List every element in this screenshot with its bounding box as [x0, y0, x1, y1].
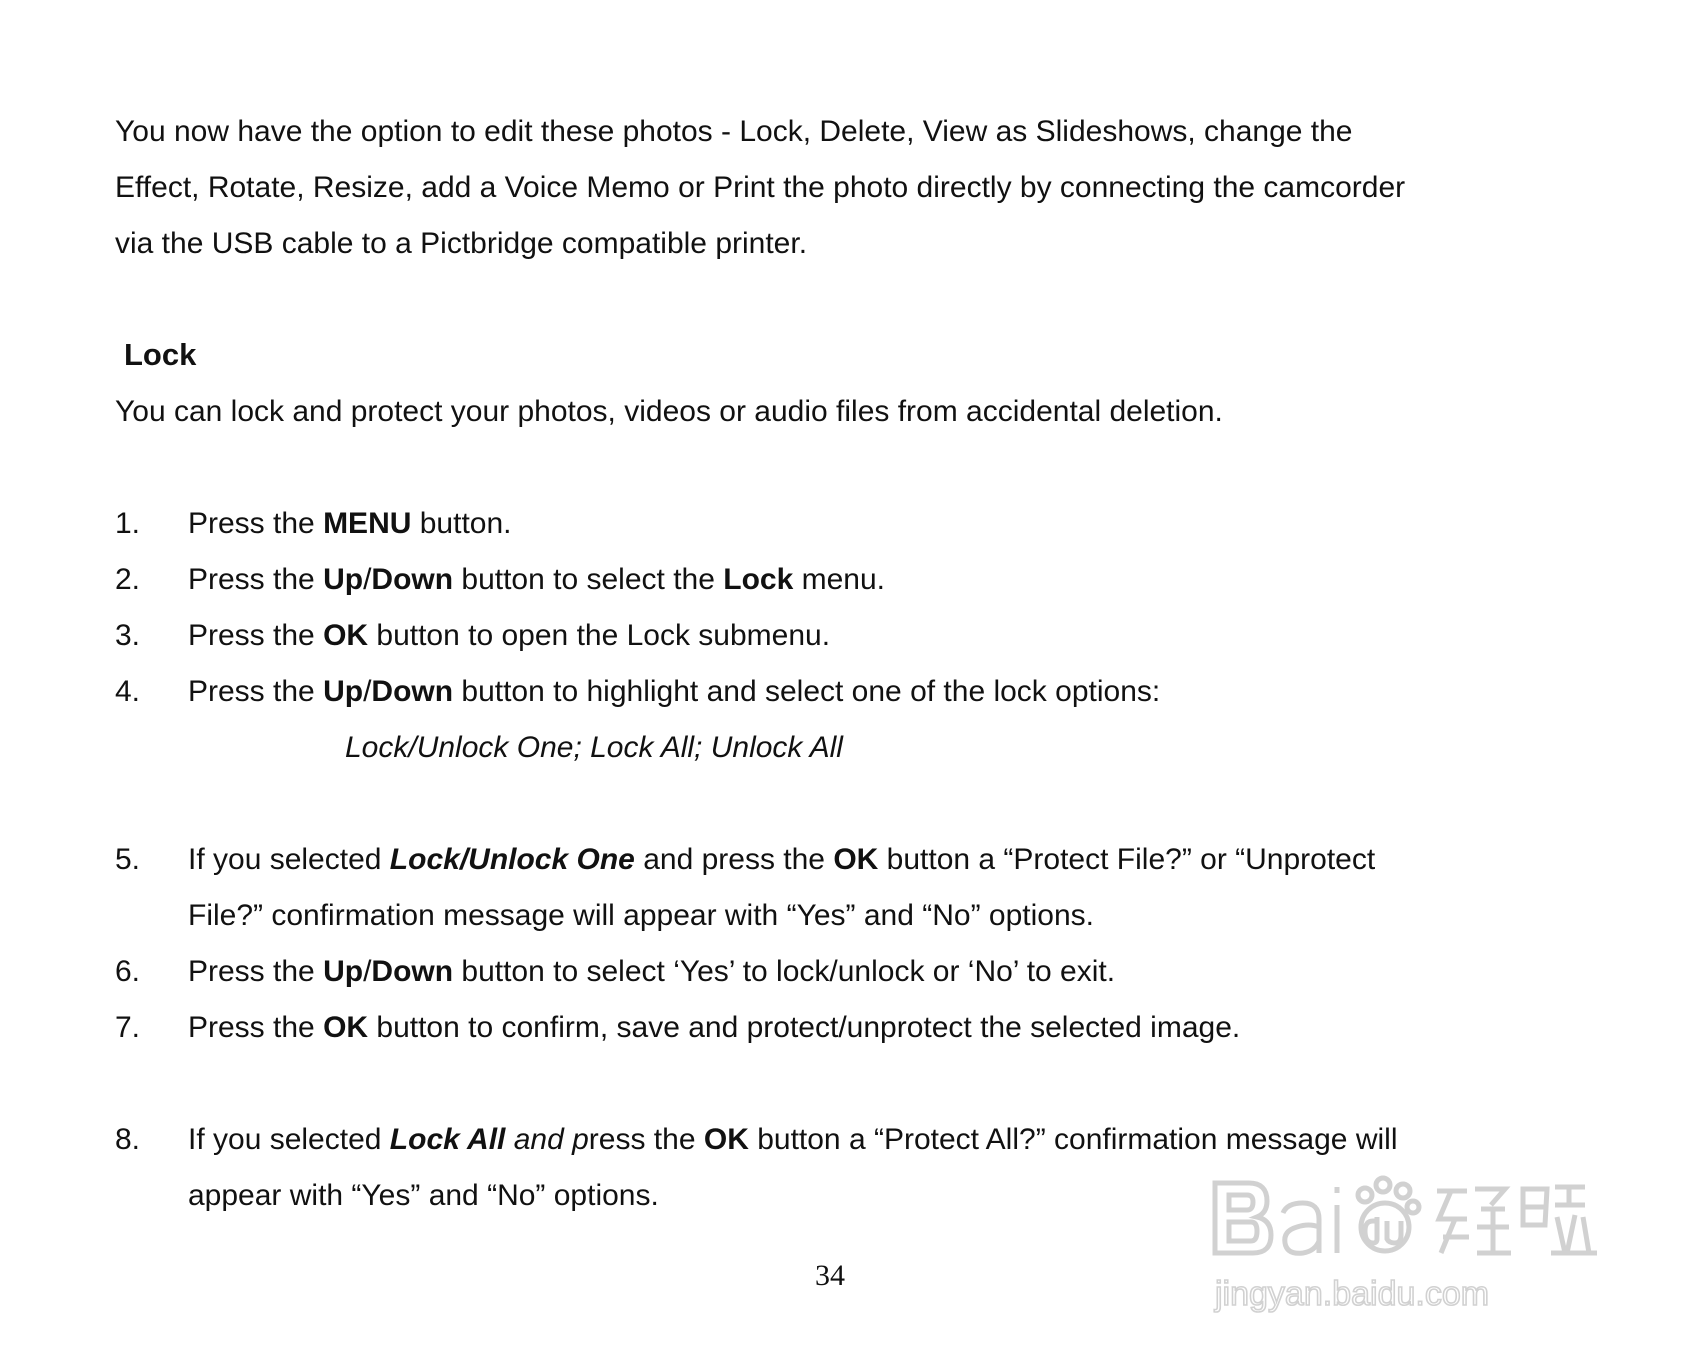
lock-options: Lock/Unlock One; Lock All; Unlock All [345, 731, 843, 764]
step-number: 3. [115, 619, 141, 652]
page-number: 34 [815, 1259, 845, 1292]
step-number: 5. [115, 843, 141, 876]
step-8-text: If you selected Lock All and press the OK button a “Protect All?” confirmation message will [188, 1123, 1398, 1156]
baidu-watermark-logo [1205, 1165, 1625, 1315]
step-5-text: If you selected Lock/Unlock One and press the OK button a “Protect File?” or “Unprotect [188, 843, 1376, 876]
step-8-continuation: appear with “Yes” and “No” options. [188, 1179, 659, 1212]
step-number: 8. [115, 1123, 141, 1156]
intro-line-1: You now have the option to edit these photos - Lock, Delete, View as Slideshows, change the [115, 115, 1353, 148]
watermark-url-text: jingyan.baidu.com [1215, 1275, 1490, 1313]
step-number: 7. [115, 1011, 141, 1044]
step-7-text: Press the OK button to confirm, save and protect/unprotect the selected image. [188, 1011, 1241, 1044]
step-3-text: Press the OK button to open the Lock submenu. [188, 619, 831, 652]
intro-line-3: via the USB cable to a Pictbridge compatible printer. [115, 227, 808, 260]
step-2-text: Press the Up/Down button to select the Lock menu. [188, 563, 885, 596]
step-number: 1. [115, 507, 141, 540]
step-number: 4. [115, 675, 141, 708]
section-heading: Lock [124, 337, 197, 372]
step-number: 2. [115, 563, 141, 596]
step-6-text: Press the Up/Down button to select ‘Yes’ to lock/unlock or ‘No’ to exit. [188, 955, 1116, 988]
step-1-text: Press the MENU button. [188, 507, 512, 540]
section-description: You can lock and protect your photos, videos or audio files from accidental deletion. [115, 395, 1223, 428]
step-number: 6. [115, 955, 141, 988]
step-4-text: Press the Up/Down button to highlight and select one of the lock options: [188, 675, 1161, 708]
intro-line-2: Effect, Rotate, Resize, add a Voice Memo or Print the photo directly by connecting the camcorder [115, 171, 1406, 204]
step-5-continuation: File?” confirmation message will appear with “Yes” and “No” options. [188, 899, 1094, 932]
